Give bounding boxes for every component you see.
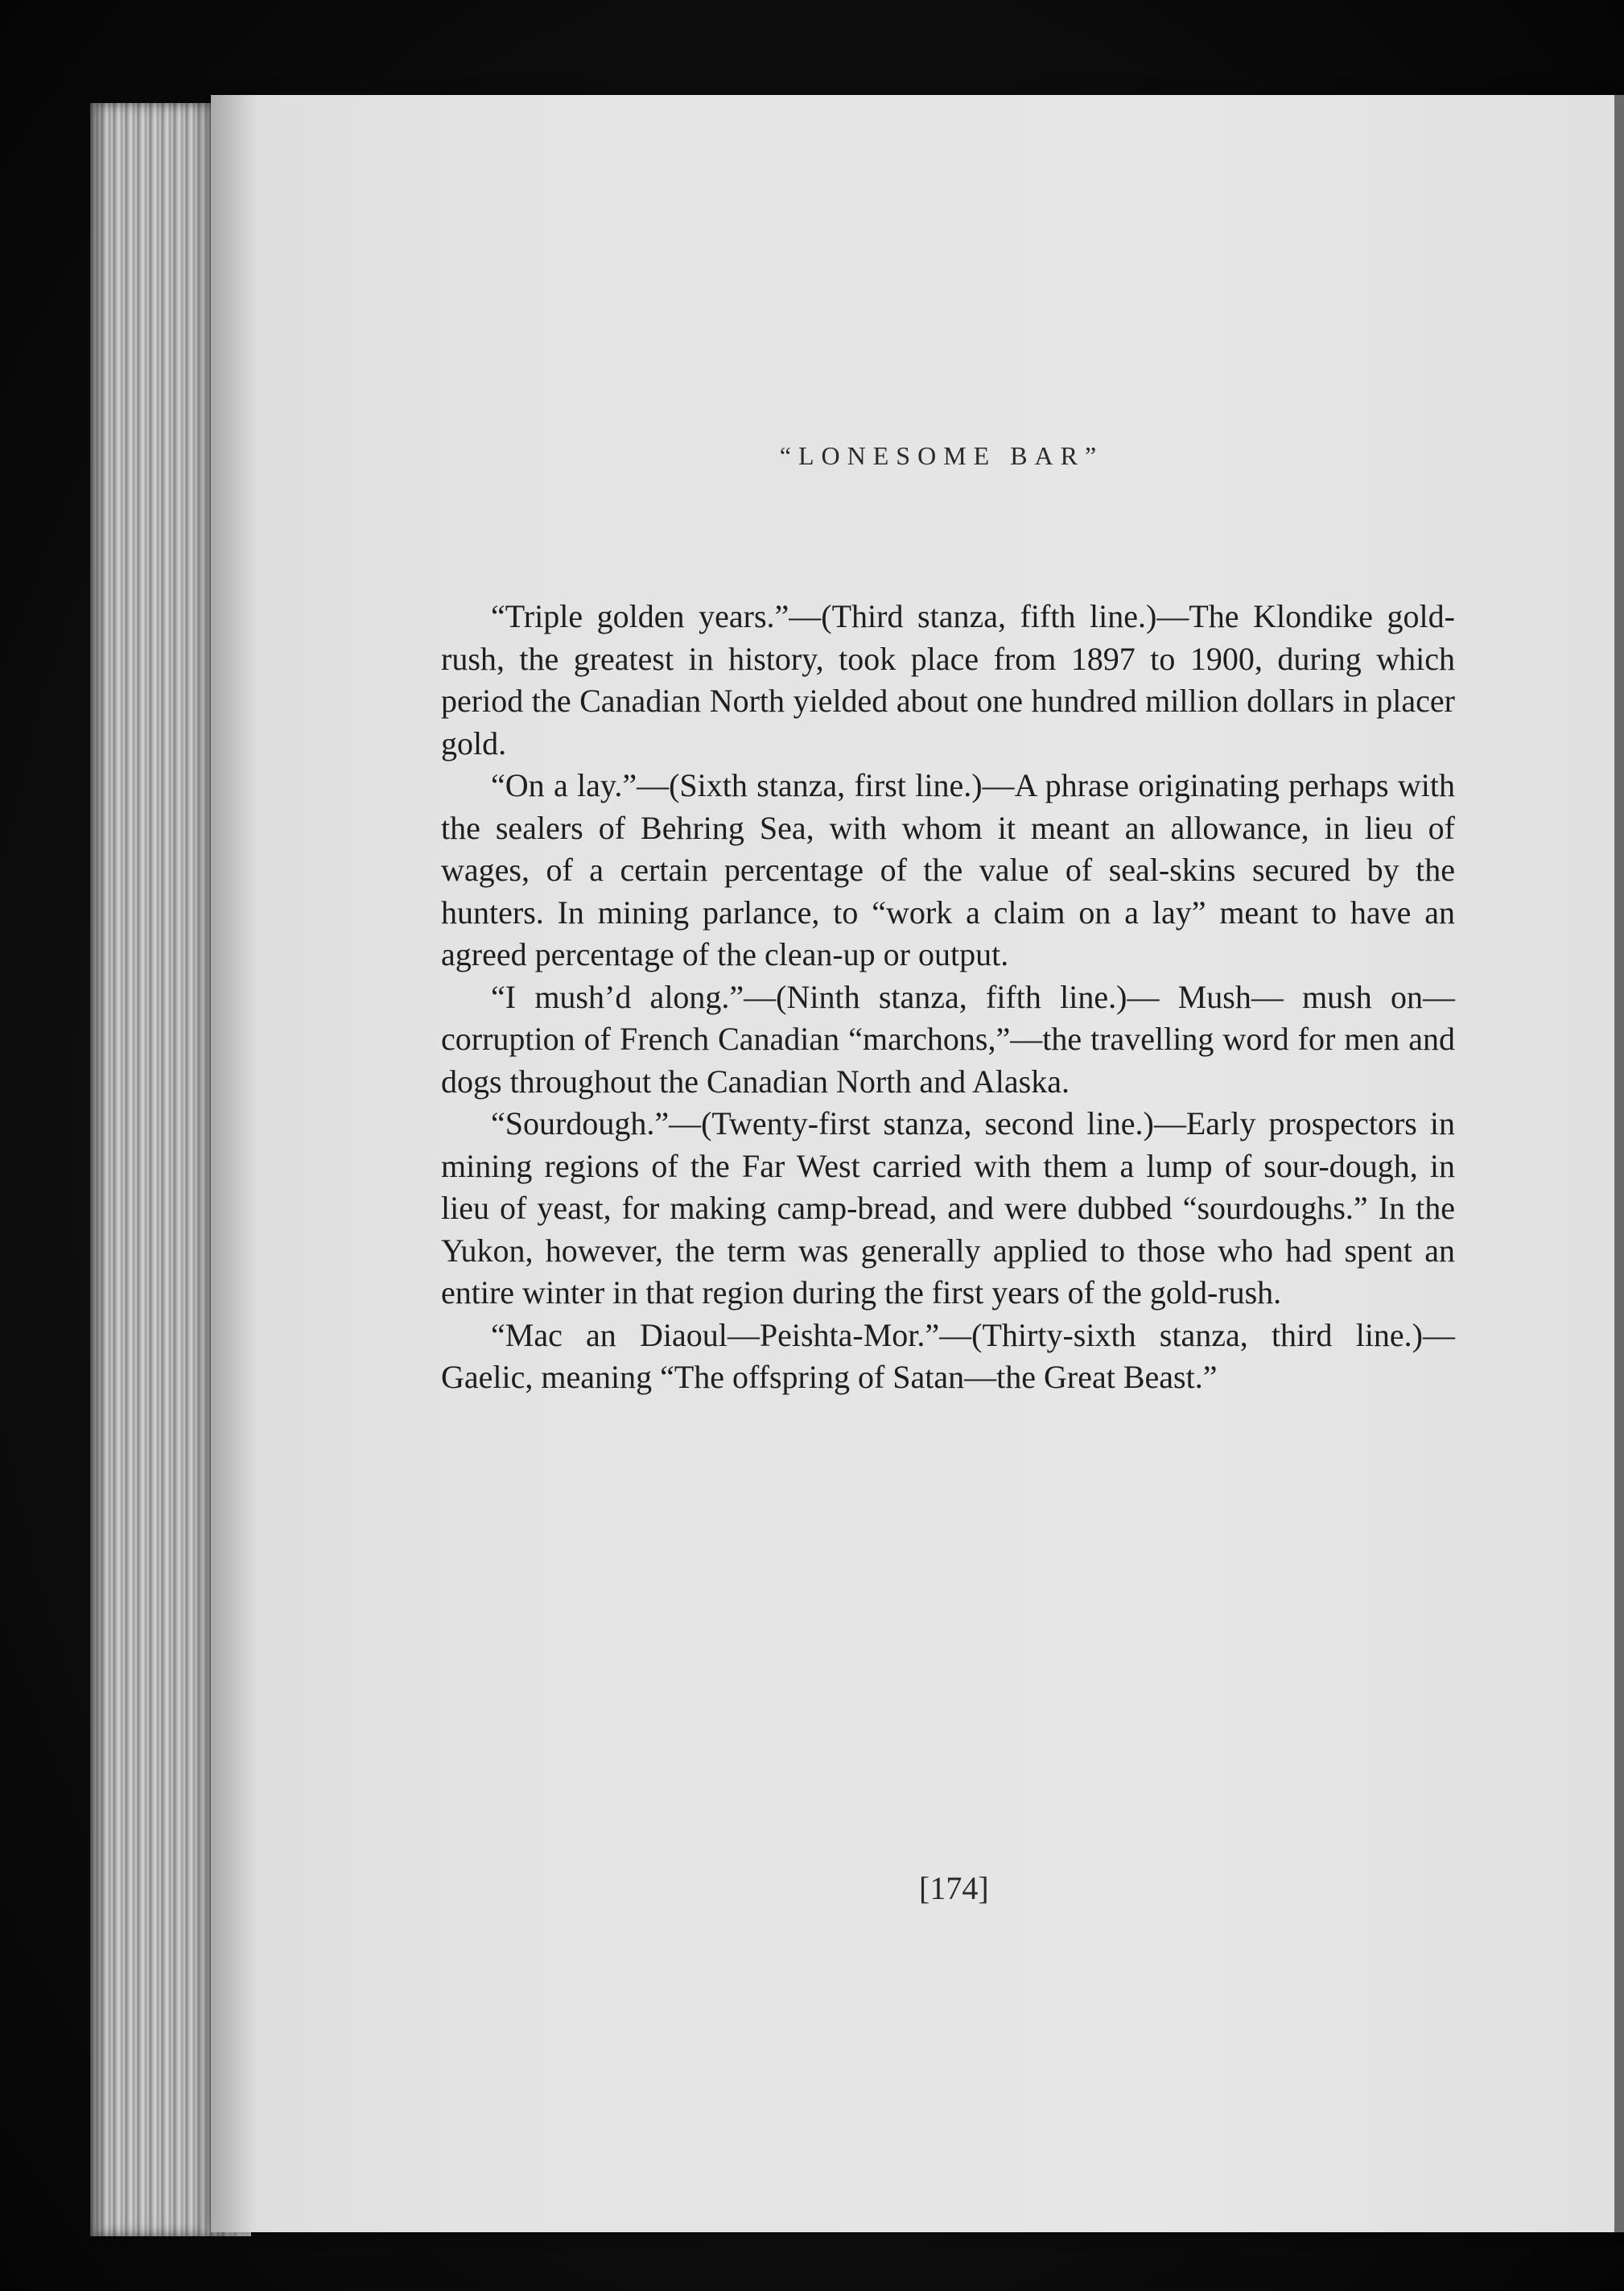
notes-body [441,596,1455,1399]
note-paragraph-sourdough: “Sourdough.”—(Twenty-first stanza, second line.)—Early prospectors in mining regions of the Far West carried with them a lump of sour-dough, in lieu of yeast, for making camp-bread, and were dubbed “sourdoughs.” In the Yukon, however, the term was generally applied to those who had spent an entire winter in that region during the first years of the gold-rush. [441,1105,1455,1311]
note-paragraph-mushd-along: “I mush’d along.”—(Ninth stanza, fifth line.)— Mush— mush on—corruption of French Canadian “marchons,”—the travelling word for men and dogs throughout the Canadian North and Alaska. [441,978,1455,1100]
note-paragraph-on-a-lay: “On a lay.”—(Sixth stanza, first line.)—A phrase originating perhaps with the sealers of Behring Sea, with whom it meant an allowance, in lieu of wages, of a certain percentage of the value of seal-skins secured by the hunters. In mining parlance, to “work a claim on a lay” meant to have an agreed percentage of the clean-up or output. [441,767,1455,972]
note-paragraph-mac-an-diaoul: “Mac an Diaoul—Peishta-Mor.”—(Thirty-sixth stanza, third line.)—Gaelic, meaning “The offspring of Satan—the Great Beast.” [441,1316,1455,1395]
page-right-edge [1614,95,1624,2232]
running-head: “LONESOME BAR” [779,441,1104,470]
note-paragraph-triple-golden-years: “Triple golden years.”—(Third stanza, fifth line.)—The Klondike gold-rush, the greatest in history, took place from 1897 to 1900, during which period the Canadian North yielded about one hundred million dollars in placer gold. [441,598,1455,762]
page-number: [174] [919,1870,989,1906]
